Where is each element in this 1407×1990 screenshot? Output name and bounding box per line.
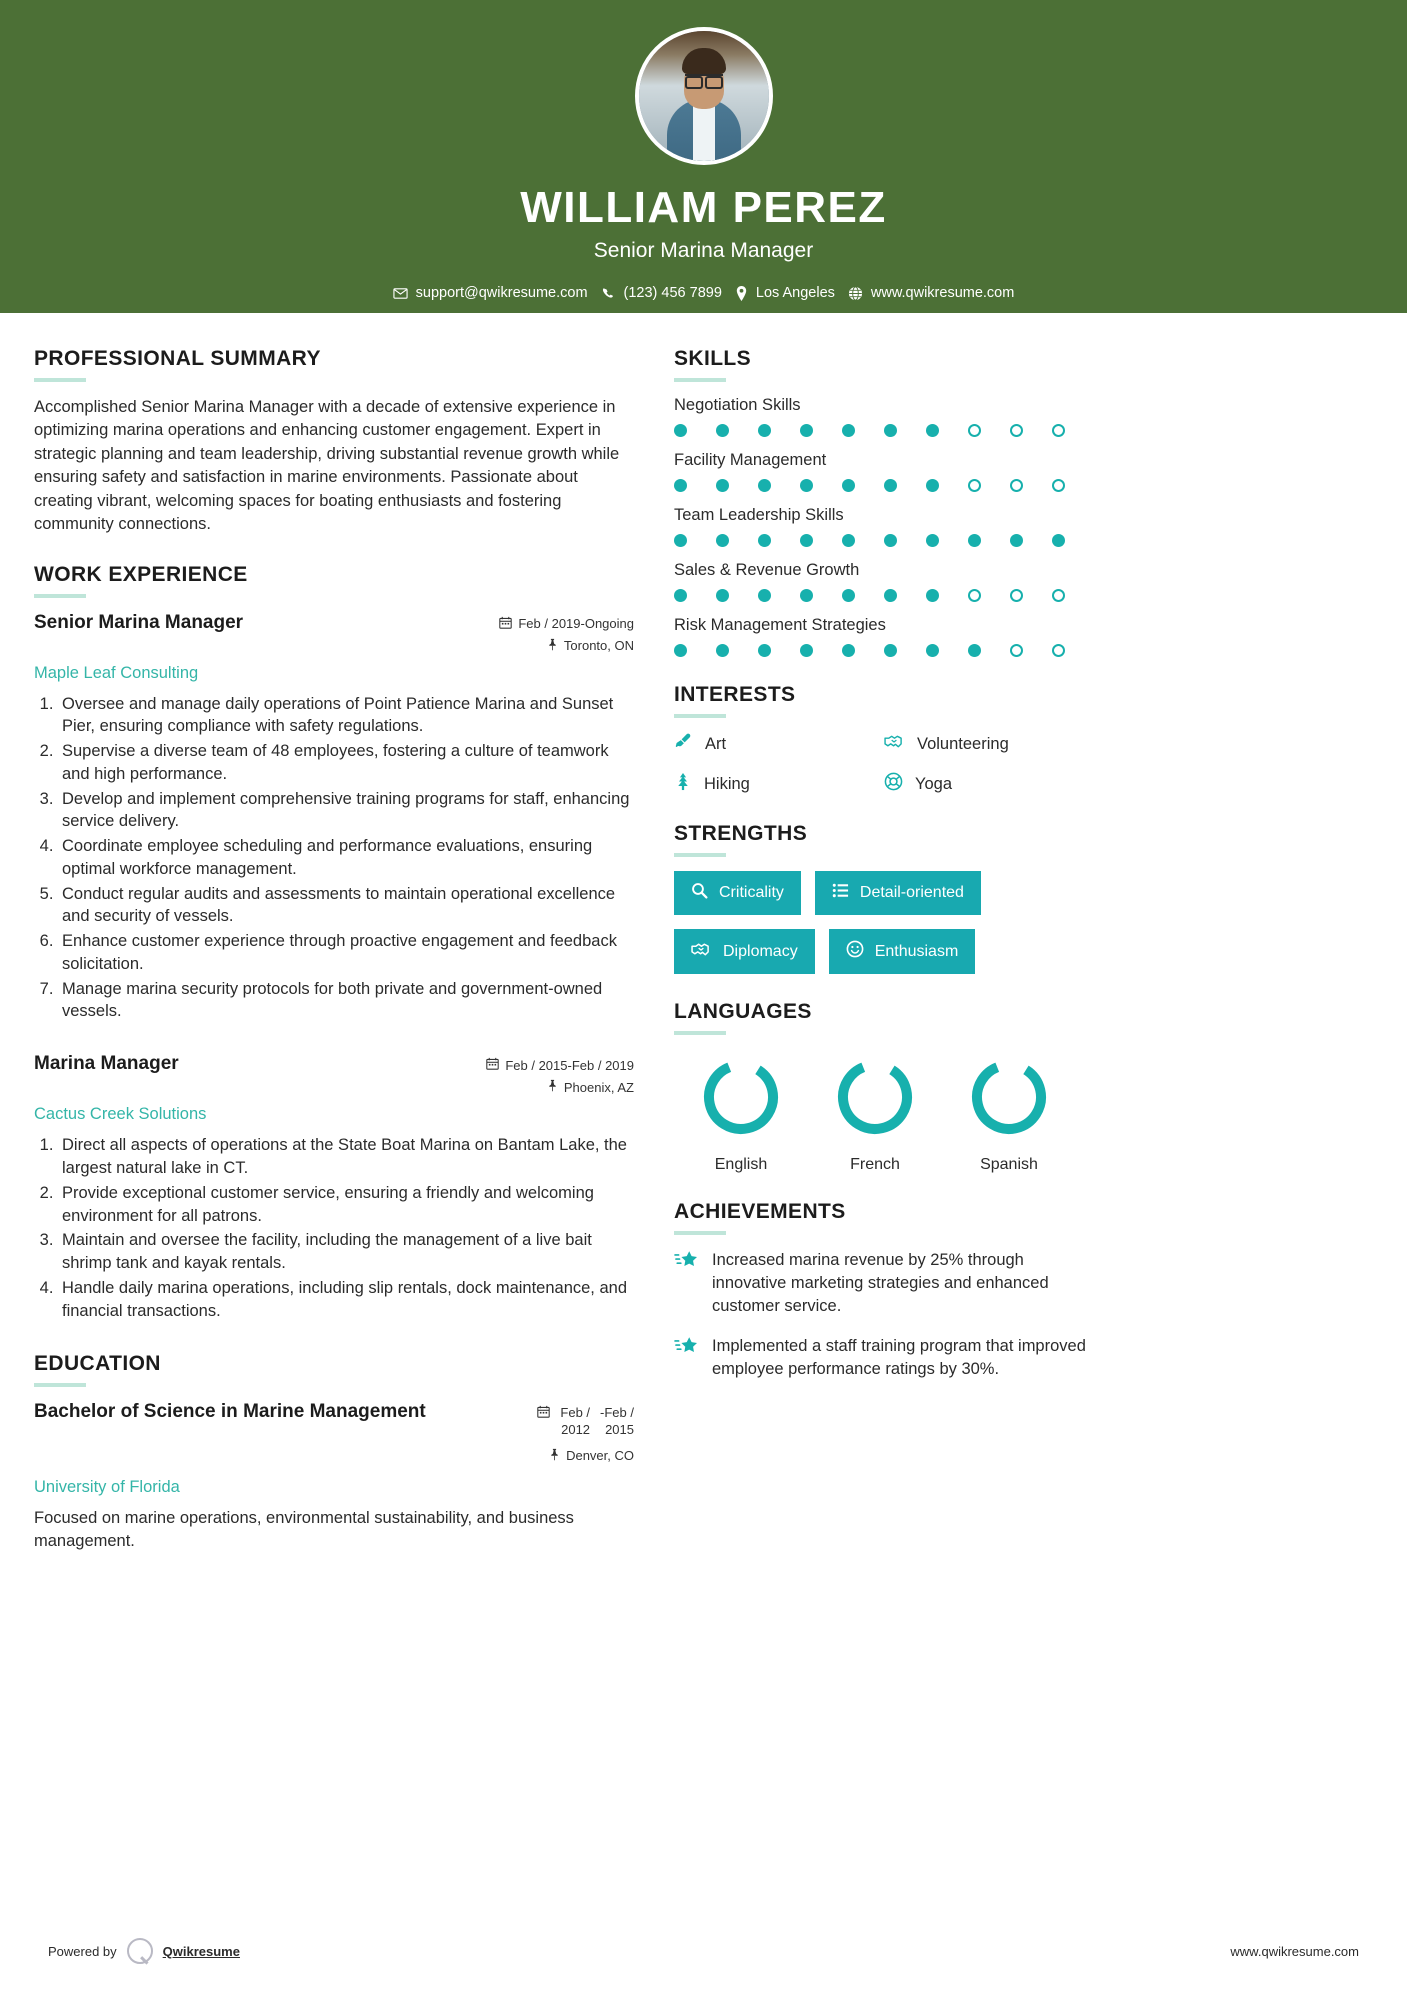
skill-label: Team Leadership Skills (674, 506, 844, 524)
skill-label: Sales & Revenue Growth (674, 561, 860, 579)
tree-icon (674, 772, 692, 796)
avatar-glasses (685, 74, 723, 84)
skill-dot-slot (716, 424, 758, 437)
section-education (34, 1352, 634, 1553)
section-underline (34, 378, 86, 382)
skill-dot-filled (842, 424, 855, 437)
skill-dot-slot (674, 644, 716, 657)
skill-dot-slot (1052, 424, 1094, 437)
skill-dot-slot (716, 534, 758, 547)
languages-heading: LANGUAGES (674, 1000, 812, 1023)
skill-dot-filled (926, 589, 939, 602)
skill-dot-filled (800, 644, 813, 657)
skill-dot-slot (800, 644, 842, 657)
skill-dot-empty (1052, 479, 1065, 492)
achievement-text: Increased marina revenue by 25% through innovative marketing strategies and enhanced customer service. (712, 1251, 1049, 1315)
skill-dot-slot (800, 424, 842, 437)
education-description: Focused on marine operations, environmental sustainability, and business management. (34, 1508, 574, 1551)
job-title: Senior Marina Manager (34, 611, 244, 633)
job-bullet: 4. Handle daily marina operations, including slip rentals, dock maintenance, and financial transactions. (58, 1277, 634, 1323)
handshake-icon (691, 941, 712, 963)
strength-label: Enthusiasm (874, 942, 959, 960)
skill-dot-slot (968, 644, 1010, 657)
contact-phone-text: (123) 456 7899 (623, 285, 722, 302)
education-heading: EDUCATION (34, 1352, 161, 1376)
calendar-icon (537, 1405, 550, 1421)
skill-dot-filled (800, 589, 813, 602)
job-bullet: 3. Develop and implement comprehensive training programs for staff, enhancing service delivery. (58, 788, 634, 834)
skill-dot-empty (968, 589, 981, 602)
skill-dot-slot (758, 424, 800, 437)
work-heading: WORK EXPERIENCE (34, 562, 248, 586)
skill-rating (674, 534, 1094, 547)
language-label: English (714, 1156, 768, 1173)
language-label: Spanish (980, 1156, 1038, 1173)
skill-dot-filled (716, 479, 729, 492)
skill-dot-slot (884, 479, 926, 492)
skill-dot-empty (1052, 424, 1065, 437)
skill-dot-slot (674, 534, 716, 547)
education-meta (537, 1401, 634, 1470)
job-location-line (486, 1079, 634, 1095)
skill-dot-slot (758, 589, 800, 602)
strengths-heading: STRENGTHS (674, 822, 808, 845)
section-underline (674, 378, 726, 382)
skill-dot-empty (968, 424, 981, 437)
job-header (34, 612, 634, 660)
skill-dot-filled (968, 534, 981, 547)
job-date-line (486, 1057, 634, 1073)
job-bullet: 6. Enhance customer experience through proactive engagement and feedback solicitation. (58, 930, 634, 976)
resume-footer (0, 1938, 1407, 1964)
calendar-icon (499, 616, 512, 632)
achievement-item (674, 1335, 1094, 1381)
job-bullet-list (58, 693, 634, 1024)
strength-badge (829, 929, 976, 974)
interest-item (884, 772, 1094, 796)
skill-dot-filled (884, 589, 897, 602)
job-company: Maple Leaf Consulting (34, 663, 199, 682)
education-entry (34, 1401, 634, 1553)
skill-dot-slot (1010, 424, 1052, 437)
skill-dot-filled (800, 534, 813, 547)
language-item (808, 1053, 942, 1174)
footer-brand-link[interactable]: Qwikresume (162, 1943, 240, 1959)
job-bullet: 7. Manage marina security protocols for both private and government-owned vessels. (58, 978, 634, 1024)
avatar (635, 27, 773, 165)
skill-dot-slot (758, 644, 800, 657)
skill-dot-filled (968, 644, 981, 657)
section-underline (674, 1231, 726, 1235)
education-date-line (537, 1405, 634, 1438)
job-meta (486, 1053, 634, 1101)
pin-icon (547, 1079, 558, 1095)
interest-item (884, 732, 1094, 756)
language-progress-ring (965, 1053, 1053, 1141)
skill-label: Negotiation Skills (674, 396, 801, 414)
skill-dot-filled (884, 644, 897, 657)
section-strengths (674, 822, 1094, 974)
education-date-start: Feb / 2012 (560, 1405, 591, 1437)
language-progress-ring (697, 1053, 785, 1141)
skill-dot-empty (1052, 644, 1065, 657)
skill-dot-slot (1052, 534, 1094, 547)
interest-label: Volunteering (917, 734, 1009, 753)
job-bullet: 1. Direct all aspects of operations at the State Boat Marina on Bantam Lake, the largest natural lake in CT. (58, 1134, 634, 1180)
strength-badge (815, 871, 981, 915)
section-languages (674, 1000, 1094, 1174)
skill-dot-slot (842, 644, 884, 657)
language-item (942, 1053, 1076, 1174)
skill-dot-slot (1052, 589, 1094, 602)
language-progress-ring (831, 1053, 919, 1141)
job-bullet: 2. Supervise a diverse team of 48 employees, fostering a culture of teamwork and high performance. (58, 740, 634, 786)
skill-dot-slot (968, 589, 1010, 602)
resume-body (0, 313, 1407, 1554)
skill-dot-slot (842, 589, 884, 602)
skill-dot-filled (716, 424, 729, 437)
skill-dot-slot (716, 479, 758, 492)
skill-dot-slot (842, 534, 884, 547)
skill-dot-filled (800, 424, 813, 437)
skill-dot-slot (926, 424, 968, 437)
skill-dot-empty (1052, 589, 1065, 602)
skill-dot-filled (884, 534, 897, 547)
star-badge-icon (674, 1335, 698, 1362)
interest-label: Yoga (915, 774, 953, 793)
strengths-list (674, 871, 1094, 974)
job-location: Toronto, ON (563, 638, 634, 654)
skill-dot-slot (842, 424, 884, 437)
interest-item (674, 772, 884, 796)
contact-location-text: Los Angeles (755, 285, 835, 302)
skill-dot-filled (842, 479, 855, 492)
skill-dot-slot (800, 589, 842, 602)
contact-location (735, 285, 835, 301)
skill-dot-filled (1010, 534, 1023, 547)
skill-dot-slot (926, 479, 968, 492)
skill-dot-filled (800, 479, 813, 492)
skill-dot-slot (1010, 589, 1052, 602)
email-icon (393, 286, 408, 301)
job-bullet: 5. Conduct regular audits and assessments to maintain operational excellence and security of vessels. (58, 883, 634, 929)
skill-dot-filled (758, 589, 771, 602)
skill-dot-filled (926, 534, 939, 547)
skill-dot-slot (800, 479, 842, 492)
footer-website[interactable]: www.qwikresume.com (1230, 1943, 1359, 1959)
contact-row (393, 285, 1015, 301)
strength-label: Diplomacy (723, 942, 798, 960)
phone-icon (601, 286, 616, 301)
skill-dot-slot (842, 479, 884, 492)
education-header (34, 1401, 634, 1470)
skill-dot-empty (1010, 644, 1023, 657)
paintbrush-icon (674, 732, 693, 756)
skill-dot-slot (674, 479, 716, 492)
job-location: Phoenix, AZ (563, 1079, 634, 1095)
skill-dot-filled (758, 424, 771, 437)
avatar-shirt (693, 105, 715, 161)
job-date: Feb / 2019-Ongoing (518, 616, 634, 632)
pin-icon (547, 638, 558, 654)
skill-dot-slot (1052, 479, 1094, 492)
skill-dot-slot (1052, 644, 1094, 657)
skill-dot-filled (758, 644, 771, 657)
skill-dot-slot (758, 479, 800, 492)
skill-label: Facility Management (674, 451, 827, 469)
skill-dot-slot (674, 424, 716, 437)
skill-dot-filled (674, 589, 687, 602)
skill-label: Risk Management Strategies (674, 616, 886, 634)
candidate-name: WILLIAM PEREZ (520, 183, 887, 232)
skill-dot-filled (716, 534, 729, 547)
languages-list (674, 1053, 1094, 1174)
candidate-role: Senior Marina Manager (593, 239, 814, 263)
strength-label: Detail-oriented (859, 884, 964, 901)
search-icon (691, 882, 708, 904)
skill-dot-filled (716, 589, 729, 602)
skills-list (674, 396, 1094, 657)
skill-dot-filled (884, 479, 897, 492)
education-location: Denver, CO (566, 1448, 634, 1464)
contact-phone[interactable] (601, 285, 722, 301)
skill-dot-filled (674, 644, 687, 657)
achievement-item (674, 1249, 1094, 1317)
resume-header (0, 0, 1407, 313)
skill-dot-slot (926, 589, 968, 602)
skill-dot-filled (674, 424, 687, 437)
globe-icon (848, 286, 863, 301)
skill-dot-filled (842, 589, 855, 602)
list-icon (832, 882, 849, 904)
interests-heading: INTERESTS (674, 683, 796, 706)
interest-label: Art (705, 734, 727, 753)
skill-rating (674, 644, 1094, 657)
job-date: Feb / 2015-Feb / 2019 (505, 1057, 634, 1073)
skill-dot-slot (1010, 534, 1052, 547)
interest-label: Hiking (704, 774, 750, 793)
contact-email-text: support@qwikresume.com (415, 285, 588, 302)
skill-dot-empty (1010, 479, 1023, 492)
skill-dot-filled (758, 534, 771, 547)
lifebuoy-icon (884, 772, 903, 796)
language-item (674, 1053, 808, 1174)
job-entry (34, 1053, 634, 1322)
job-company: Cactus Creek Solutions (34, 1105, 207, 1124)
strength-badge (674, 929, 815, 974)
skill-dot-slot (968, 424, 1010, 437)
section-skills (674, 347, 1094, 657)
job-bullet: 4. Coordinate employee scheduling and performance evaluations, ensuring optimal workforce management. (58, 835, 634, 881)
section-professional-summary (34, 347, 634, 537)
achievements-list (674, 1249, 1094, 1381)
job-bullet-list (58, 1134, 634, 1322)
skill-dot-filled (926, 424, 939, 437)
section-underline (674, 853, 726, 857)
right-column (674, 347, 1094, 1554)
job-meta (499, 612, 634, 660)
job-entry (34, 612, 634, 1024)
skill-dot-slot (926, 644, 968, 657)
skill-rating (674, 479, 1094, 492)
skill-rating (674, 424, 1094, 437)
skill-dot-slot (884, 589, 926, 602)
skill-dot-slot (968, 534, 1010, 547)
section-interests (674, 683, 1094, 796)
footer-branding (48, 1938, 240, 1964)
location-pin-icon (735, 286, 748, 301)
pin-icon (549, 1448, 560, 1464)
skill-dot-empty (968, 479, 981, 492)
skill-dot-slot (800, 534, 842, 547)
job-bullet: 2. Provide exceptional customer service, ensuring a friendly and welcoming environment for all patrons. (58, 1182, 634, 1228)
contact-website-text: www.qwikresume.com (870, 285, 1015, 302)
skill-dot-filled (758, 479, 771, 492)
footer-powered-by-label: Powered by (48, 1943, 117, 1959)
skill-dot-filled (926, 479, 939, 492)
skill-dot-slot (758, 534, 800, 547)
skill-dot-slot (674, 589, 716, 602)
section-achievements (674, 1200, 1094, 1381)
education-date-end: -Feb / 2015 (600, 1405, 634, 1437)
section-work-experience (34, 563, 634, 1323)
achievement-text: Implemented a staff training program that improved employee performance ratings by 30%. (712, 1337, 1086, 1379)
education-list (34, 1401, 634, 1553)
achievements-heading: ACHIEVEMENTS (674, 1200, 846, 1223)
skill-dot-slot (716, 644, 758, 657)
strength-badge (674, 871, 801, 915)
skill-dot-slot (1010, 479, 1052, 492)
strength-label: Criticality (719, 884, 784, 901)
skill-dot-slot (968, 479, 1010, 492)
skill-dot-filled (716, 644, 729, 657)
skill-dot-slot (926, 534, 968, 547)
calendar-icon (486, 1057, 499, 1073)
education-degree: Bachelor of Science in Marine Management (34, 1401, 426, 1423)
skill-dot-filled (842, 644, 855, 657)
skill-dot-filled (884, 424, 897, 437)
job-bullet: 3. Maintain and oversee the facility, including the management of a live bait shrimp tank and kayak rentals. (58, 1229, 634, 1275)
star-badge-icon (674, 1249, 698, 1276)
section-underline (674, 714, 726, 718)
contact-website[interactable] (848, 285, 1014, 301)
skill-dot-slot (716, 589, 758, 602)
language-label: French (850, 1156, 900, 1173)
skill-dot-slot (884, 424, 926, 437)
section-underline (34, 594, 86, 598)
job-bullet: 1. Oversee and manage daily operations of Point Patience Marina and Sunset Pier, ensuring compliance with safety regulations. (58, 693, 634, 739)
education-school: University of Florida (34, 1477, 180, 1496)
summary-text: Accomplished Senior Marina Manager with a decade of extensive experience in optimizing marina operations and enhancing customer engagement. Expert in strategic planning and team leadership, driving substantial revenue growth while ensuring safety and satisfaction in marine environments. Passionate about creating vibrant, welcoming spaces for boating enthusiasts and fostering community connections. (34, 398, 620, 534)
job-location-line (499, 638, 634, 654)
skill-dot-slot (1010, 644, 1052, 657)
skill-dot-empty (1010, 589, 1023, 602)
job-title: Marina Manager (34, 1053, 179, 1075)
interests-list (674, 732, 1094, 796)
skill-dot-filled (674, 534, 687, 547)
skill-dot-slot (884, 534, 926, 547)
section-underline (674, 1031, 726, 1035)
job-header (34, 1053, 634, 1101)
qwikresume-logo-icon (127, 1938, 153, 1964)
smiley-icon (846, 940, 864, 963)
contact-email[interactable] (393, 285, 588, 301)
skill-dot-slot (884, 644, 926, 657)
left-column (34, 347, 634, 1554)
skill-dot-filled (842, 534, 855, 547)
job-list (34, 612, 634, 1323)
handshake-icon (884, 733, 905, 755)
skill-dot-empty (1010, 424, 1023, 437)
skill-dot-filled (1052, 534, 1065, 547)
interest-item (674, 732, 884, 756)
skill-rating (674, 589, 1094, 602)
skill-dot-filled (926, 644, 939, 657)
job-date-line (499, 616, 634, 632)
skills-heading: SKILLS (674, 347, 752, 370)
education-location-line (537, 1448, 634, 1464)
summary-heading: PROFESSIONAL SUMMARY (34, 347, 321, 370)
skill-dot-filled (674, 479, 687, 492)
section-underline (34, 1383, 86, 1387)
